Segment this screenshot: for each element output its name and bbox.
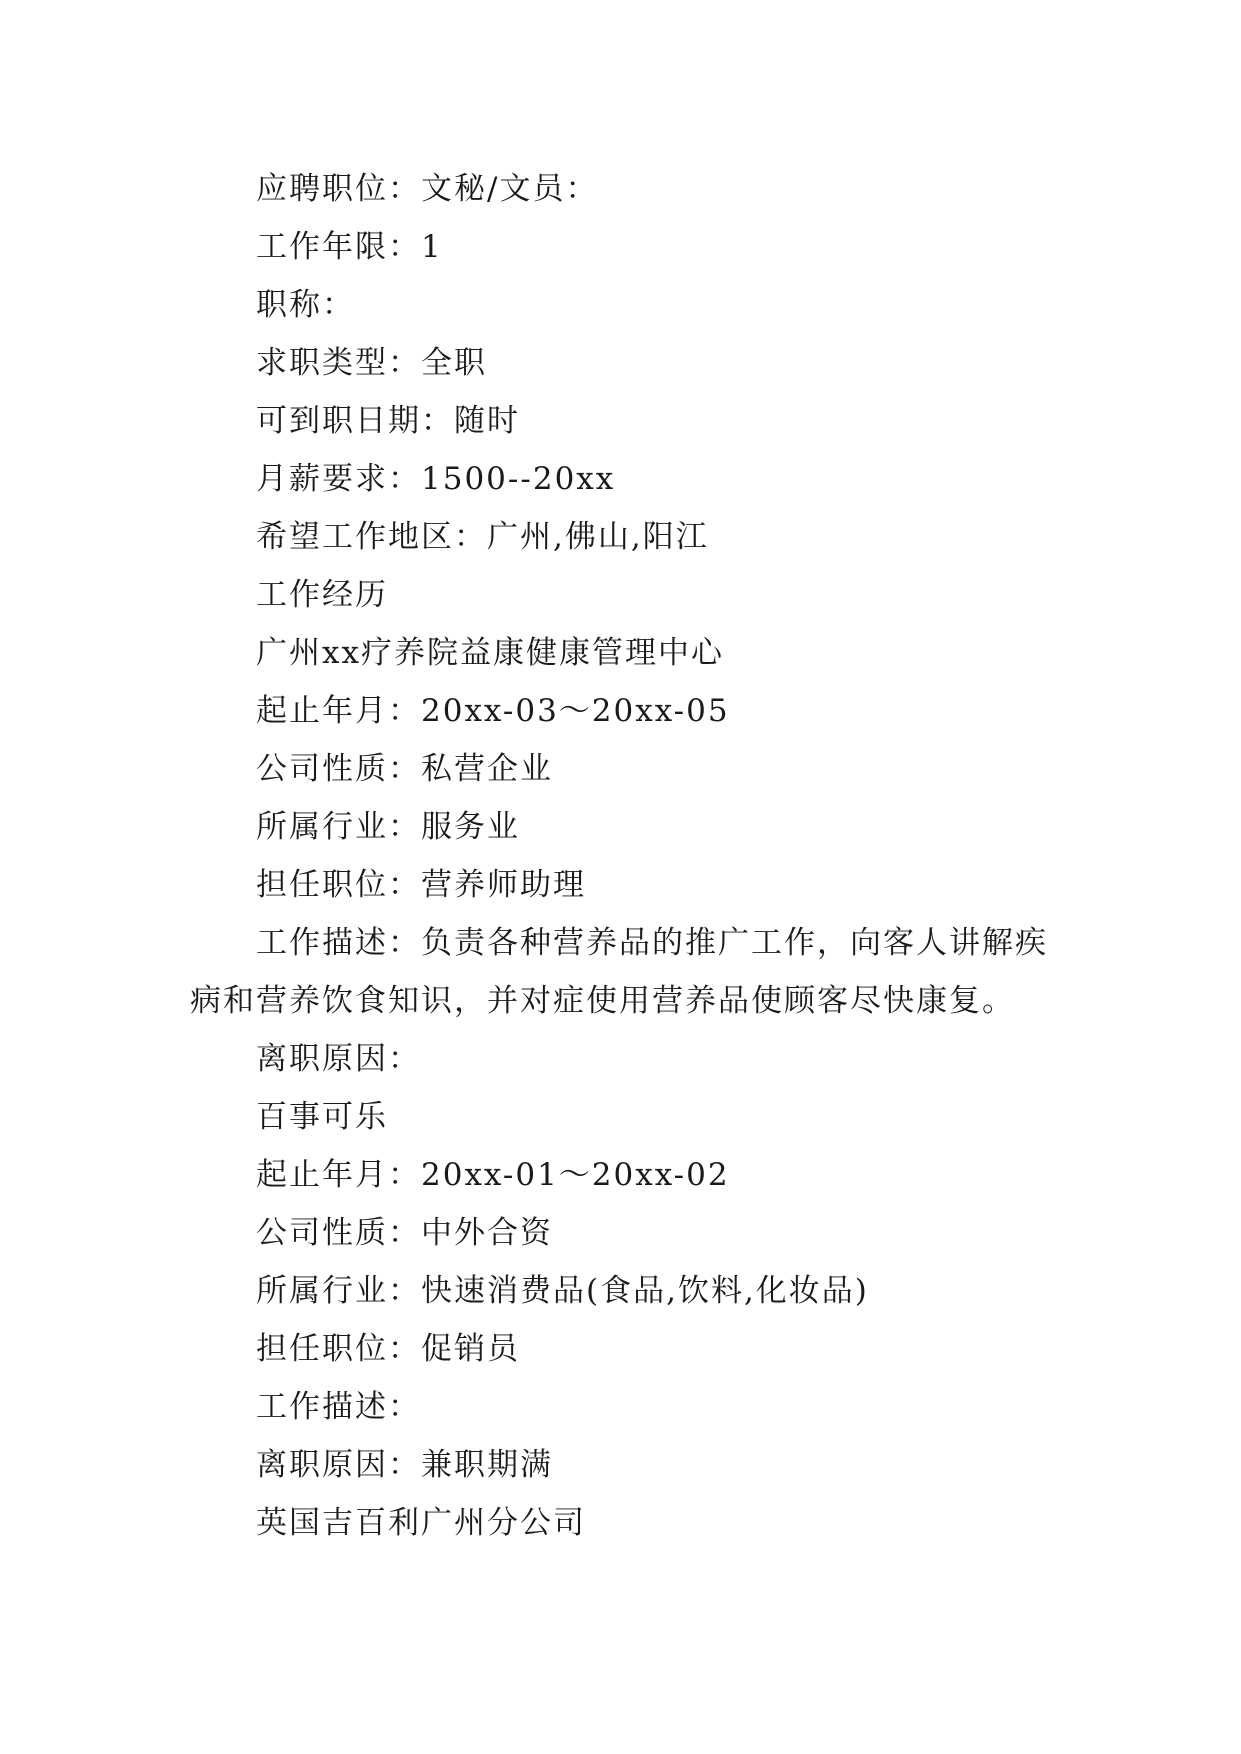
job-role: 担任职位：营养师助理 — [256, 867, 586, 903]
work-years: 工作年限：1 — [256, 229, 443, 265]
applied-position: 应聘职位：文秘/文员： — [256, 171, 599, 207]
job-company-nature: 公司性质：私营企业 — [256, 751, 553, 787]
job-company-nature: 公司性质：中外合资 — [256, 1215, 553, 1251]
job-company: 英国吉百利广州分公司 — [256, 1505, 586, 1541]
resume-body — [190, 160, 1070, 1552]
available-date: 可到职日期：随时 — [256, 403, 520, 439]
job-leave-reason: 离职原因： — [256, 1041, 421, 1077]
experience-heading: 工作经历 — [256, 577, 388, 613]
job-company: 广州xx疗养院益康健康管理中心 — [256, 635, 724, 671]
job-industry: 所属行业：快速消费品(食品,饮料,化妆品) — [256, 1273, 869, 1309]
job-description: 工作描述：负责各种营养品的推广工作，向客人讲解疾病和营养饮食知识，并对症使用营养品使顾客尽快康复。 — [190, 925, 1048, 1019]
job-period: 起止年月：20xx-03～20xx-05 — [256, 693, 730, 729]
job-period: 起止年月：20xx-01～20xx-02 — [256, 1157, 730, 1193]
desired-location: 希望工作地区：广州,佛山,阳江 — [256, 519, 709, 555]
job-leave-reason: 离职原因：兼职期满 — [256, 1447, 553, 1483]
job-industry: 所属行业：服务业 — [256, 809, 520, 845]
job-type: 求职类型：全职 — [256, 345, 487, 381]
job-role: 担任职位：促销员 — [256, 1331, 520, 1367]
salary-requirement: 月薪要求：1500--20xx — [256, 461, 616, 497]
professional-title: 职称： — [256, 287, 355, 323]
job-description: 工作描述： — [256, 1389, 421, 1425]
job-company: 百事可乐 — [256, 1099, 388, 1135]
